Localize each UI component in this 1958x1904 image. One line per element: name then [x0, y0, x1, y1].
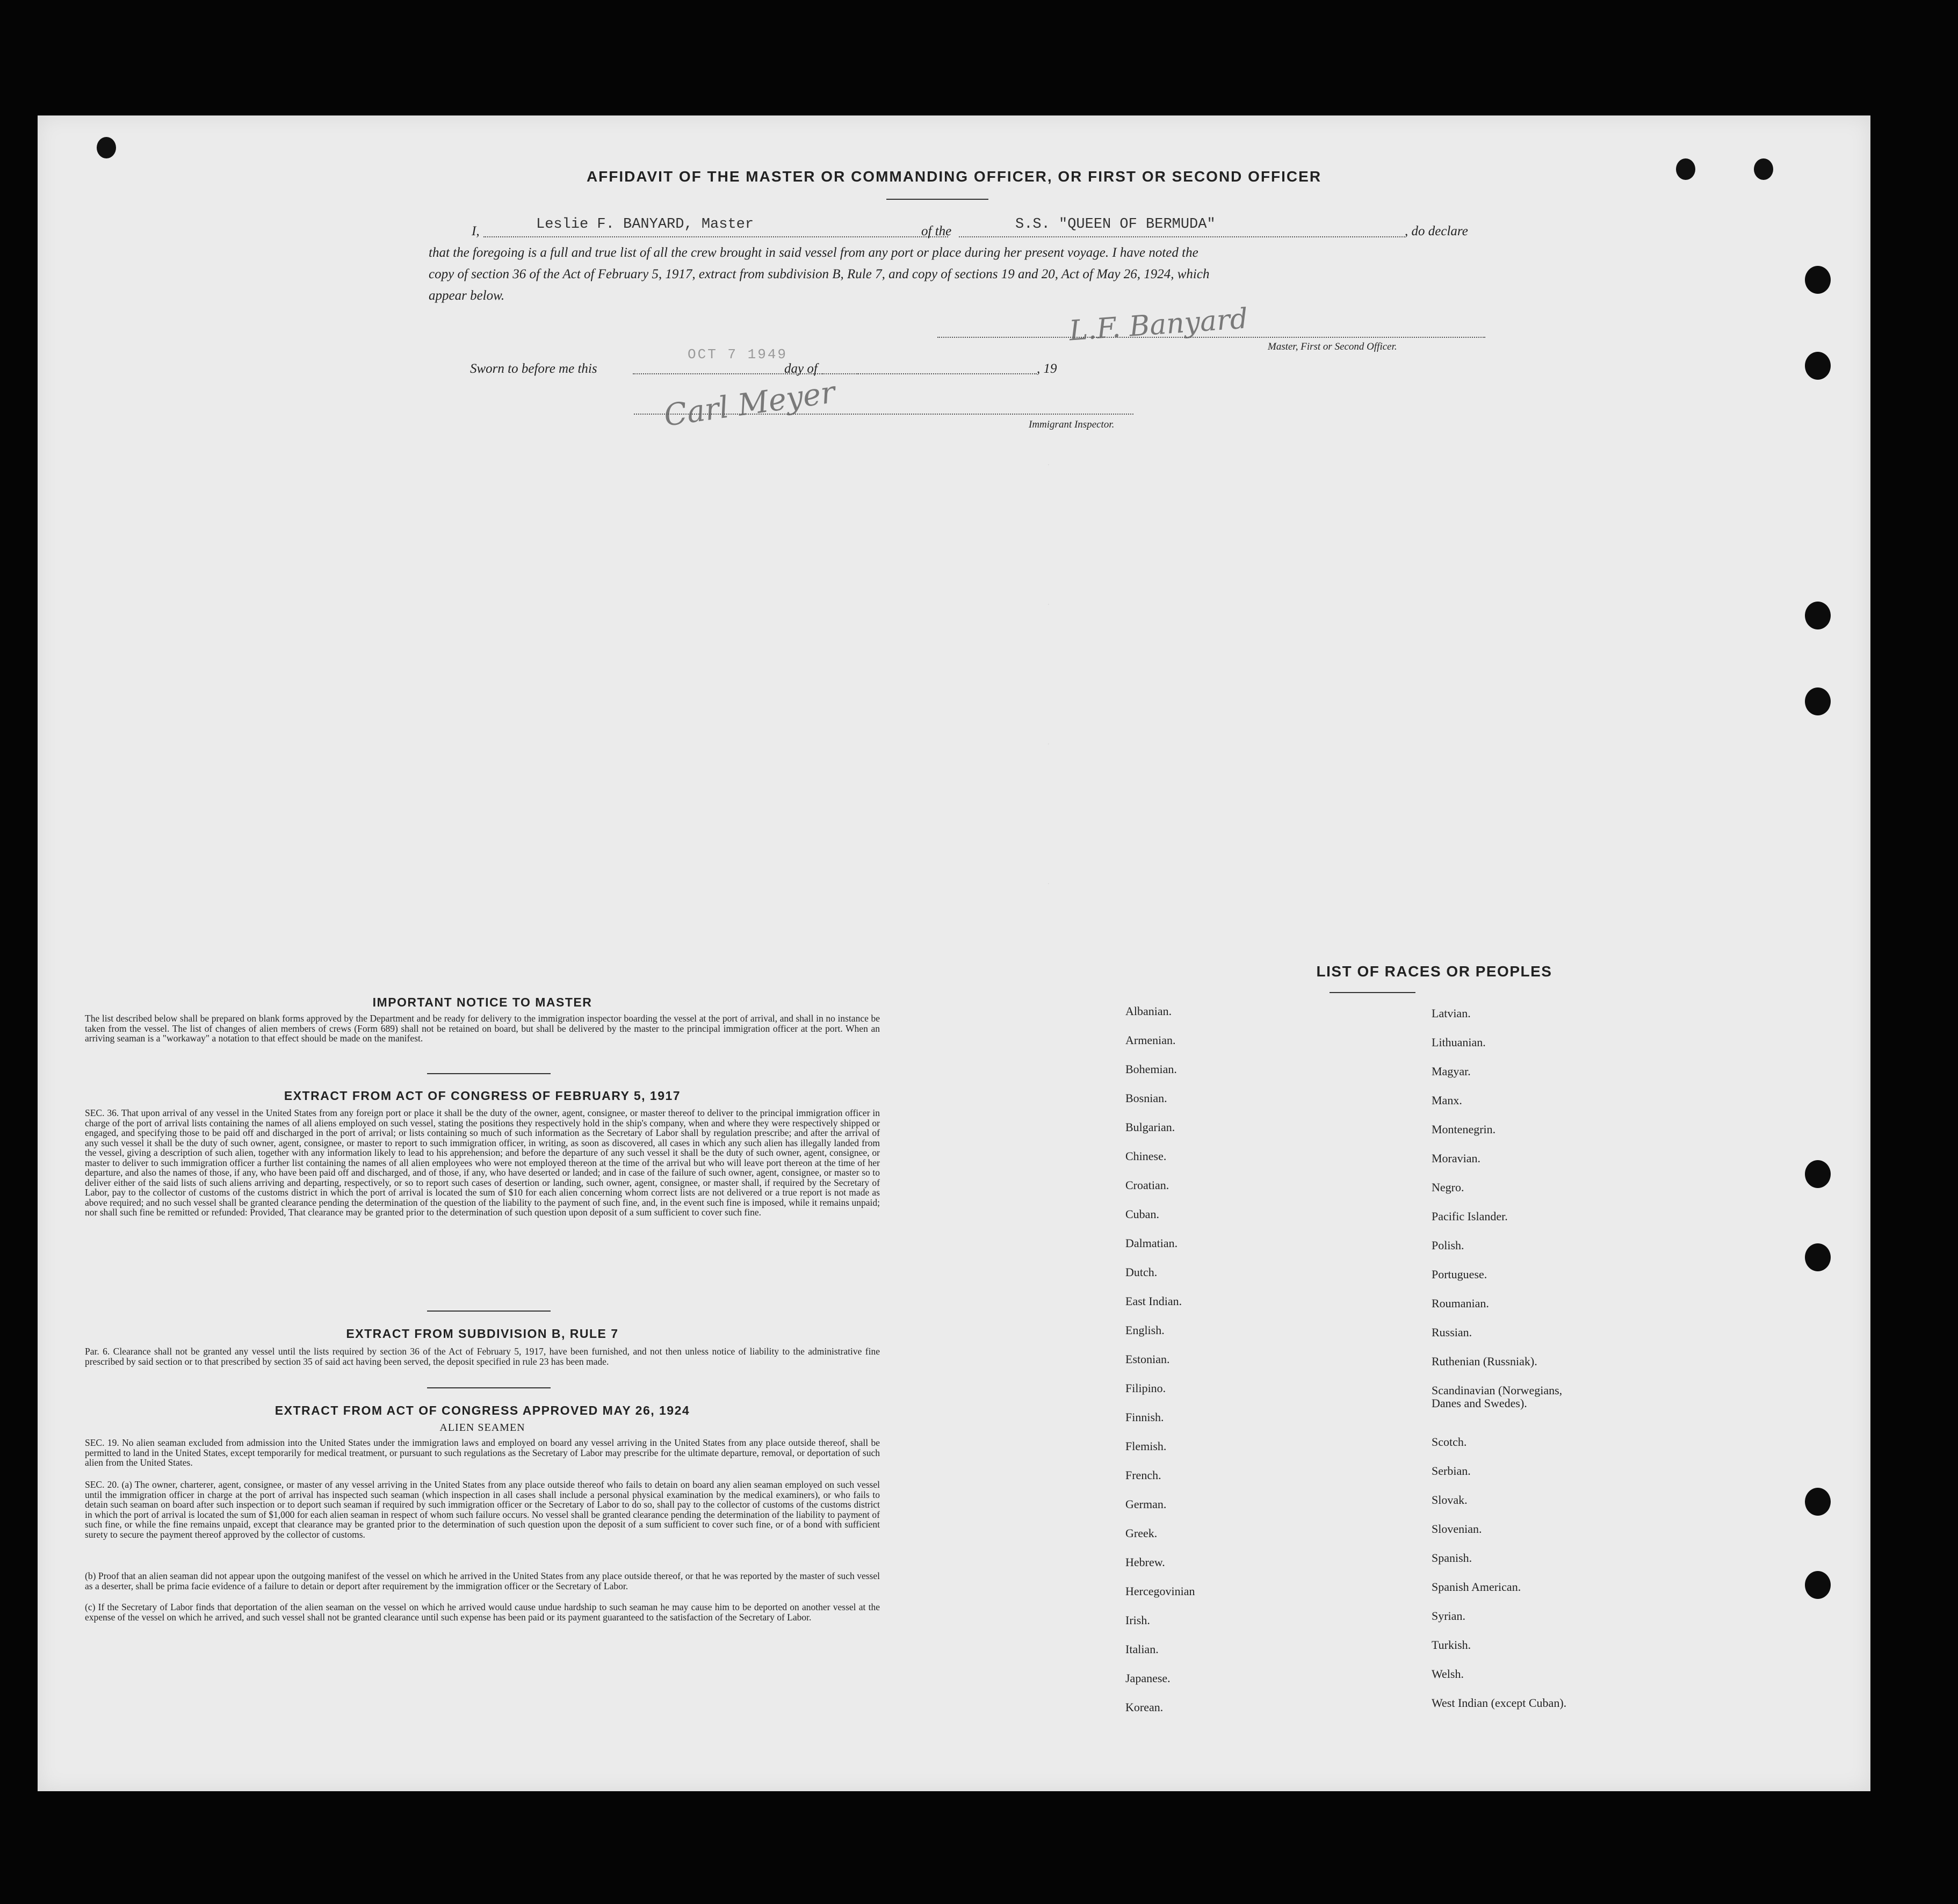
of-the-label: of the [921, 224, 952, 238]
extract-1917-title: EXTRACT FROM ACT OF CONGRESS OF FEBRUARY 5, 1917 [284, 1089, 681, 1103]
rule7-divider [427, 1387, 551, 1388]
punch-hole-icon [1805, 1243, 1831, 1271]
race-item: Lithuanian. [1432, 1036, 1486, 1049]
year-prefix: , 19 [1037, 361, 1057, 376]
alien-seamen-subtitle: ALIEN SEAMEN [439, 1422, 525, 1434]
bleed-through-mark: . [1047, 459, 1050, 467]
race-item: Negro. [1432, 1181, 1464, 1194]
punch-hole-icon [1805, 352, 1831, 380]
sec20c-text: (c) If the Secretary of Labor finds that deportation of the alien seaman on the vessel on which he arrived would cause undue hardship to such seaman he may cause him to be deported on another vessel at the expense of the vessel on which he arrived, and such vessel shall not be granted clearance until such expense has been paid or its payment guaranteed to the satisfaction of the Secretary of Labor. [85, 1602, 880, 1623]
extract-1917-text: SEC. 36. That upon arrival of any vessel in the United States from any foreign port or place it shall be the duty of the owner, agent, consignee, or master thereof to deliver to the principal immigration officer in charge of the port of arrival lists containing the names of all aliens employed on such vessel, stating the positions they respectively hold in the ship's company, when and where they were respectively shipped or engaged, and specifying those to be paid off and discharged in the port of arrival; or lists containing so much of such information as the Secretary of Labor shall by regulation prescribe; and after the arrival of any such vessel it shall be the duty of such owner, agent, consignee, or master to report to such immigration officer, in writing, as soon as discovered, all cases in which any such alien has illegally landed from the vessel, giving a description of such alien, together with any information likely to lead to his apprehension; and before the departure of any such vessel it shall be the duty of such owner, agent, consignee, or master to deliver to such immigration officer a further list containing the names of all alien employees who were not employed thereon at the time of the arrival but who will leave port thereon at the time of her departure, and also the names of those, if any, who have been paid off and discharged, and of those, if any, who have deserted or landed; and in case of the failure of such owner, agent, consignee, or master so to deliver either of the said lists of such aliens arriving and departing, respectively, or so to report such cases of desertion or landing, such owner, agent, consignee, or master shall, if required by the Secretary of Labor, pay to the collector of customs of the customs district in which the port of arrival is located the sum of $10 for each alien concerning whom correct lists are not delivered or a true report is not made as above required; and no such vessel shall be granted clearance pending the determination of the question of the liability to the payment of such fine, and, in the event such fine is imposed, while it remains unpaid; nor shall such fine be remitted or refunded: Provided, That clearance may be granted prior to the determination of such question upon deposit of a sum sufficient to cover such fine. [85, 1107, 880, 1218]
race-item: Hercegovinian [1125, 1584, 1195, 1598]
race-item: German. [1125, 1497, 1167, 1511]
race-item: Spanish. [1432, 1551, 1472, 1565]
race-item: Korean. [1125, 1700, 1164, 1714]
race-item: Bulgarian. [1125, 1120, 1175, 1134]
extract-1917-divider [427, 1311, 551, 1312]
master-name: Leslie F. BANYARD, Master [536, 216, 754, 233]
rule7-text: Par. 6. Clearance shall not be granted any vessel until the lists required by section 36 of the Act of February 5, 1917, have been furnished, and not then unless notice of liability to the administrative fine prescribed by said section or to that prescribed by section 35 of said act having been served, the deposit specified in rule 23 has been made. [85, 1346, 880, 1367]
race-item: Syrian. [1432, 1609, 1465, 1623]
sec19-text: SEC. 19. No alien seaman excluded from admission into the United States under the immigration laws and employed on board any vessel arriving in the United States from any place outside thereof, shall be permitted to land in the United States, except temporarily for medical treatment, or pursuant to such regulations as the Secretary of Labor may prescribe for the ultimate departure, removal, or deportation of such alien from the United States. [85, 1437, 880, 1468]
race-item: Roumanian. [1432, 1297, 1489, 1310]
race-item: Magyar. [1432, 1065, 1471, 1078]
punch-hole-icon [1805, 687, 1831, 715]
race-item: Hebrew. [1125, 1555, 1165, 1569]
sworn-label: Sworn to before me this [470, 361, 597, 376]
race-item: East Indian. [1125, 1294, 1182, 1308]
races-right-column [1432, 1007, 1566, 1726]
race-item: Albanian. [1125, 1004, 1172, 1018]
race-item: Bosnian. [1125, 1091, 1167, 1105]
race-item: English. [1125, 1323, 1165, 1337]
do-declare-label: , do declare [1405, 224, 1468, 238]
race-item: Welsh. [1432, 1667, 1464, 1681]
race-item: Croatian. [1125, 1178, 1169, 1192]
affidavit-line-2: that the foregoing is a full and true list of all the crew brought in said vessel from any port or place during her present voyage. I have noted the [429, 245, 1198, 260]
affidavit-title: AFFIDAVIT OF THE MASTER OR COMMANDING OFFICER, OR FIRST OR SECOND OFFICER [586, 168, 1322, 185]
sworn-month-line [822, 373, 1037, 374]
race-item: Polish. [1432, 1239, 1464, 1252]
race-item: Slovenian. [1432, 1522, 1482, 1536]
affidavit-line-3: copy of section 36 of the Act of February 5, 1917, extract from subdivision B, Rule 7, and copy of sections 19 and 20, Act of May 26, 1924, which [429, 267, 1210, 281]
race-item: Dutch. [1125, 1265, 1158, 1279]
race-item: Latvian. [1432, 1007, 1471, 1020]
race-item: Dalmatian. [1125, 1236, 1178, 1250]
race-item: Scandinavian (Norwegians, Danes and Swedes). [1432, 1384, 1563, 1410]
affidavit-prefix: I, [472, 224, 480, 238]
punch-hole-icon [1805, 602, 1831, 629]
inspector-caption: Immigrant Inspector. [1029, 419, 1115, 430]
race-item: Pacific Islander. [1432, 1210, 1508, 1223]
vessel-name: S.S. "QUEEN OF BERMUDA" [1015, 216, 1216, 233]
sec20a-text: SEC. 20. (a) The owner, charterer, agent, consignee, or master of any vessel arriving in the United States from any place outside thereof who fails to detain on board any alien seaman employed on such vessel until the immigration officer in charge at the port of arrival has inspected such seaman (which inspection in all cases shall include a personal physical examination by the medical examiners), or who fails to detain such seaman on board after such inspection or to deport such seaman if required by such immigration officer or the Secretary of Labor to do so, shall pay to the collector of customs of the customs district in which the port of arrival is located the sum of $1,000 for each alien seaman in respect of whom such failure occurs. No vessel shall be granted clearance pending the determination of the liability to payment of such fine, or while the fine remains unpaid, except that clearance may be granted prior to the determination of such question upon the deposit of a sum sufficient to cover such fine, or of a bond with sufficient surety to secure the payment thereof approved by the collector of customs. [85, 1479, 880, 1540]
notice-text: The list described below shall be prepared on blank forms approved by the Department and be ready for delivery to the immigration inspector boarding the vessel at the port of arrival, and shall in no instance be taken from the vessel. The list of changes of alien members of crews (Form 689) shall not be retained on board, but shall be delivered by the master to the principal immigration officer at the port. When an arriving seaman is a "workaway" a notation to that effect should be made on the manifest. [85, 1013, 880, 1044]
punch-hole-icon [1805, 1488, 1831, 1516]
punch-hole-icon [1805, 1571, 1831, 1599]
day-of-label: day of [784, 361, 818, 376]
race-item: Moravian. [1432, 1152, 1481, 1165]
affidavit-line-4: appear below. [429, 288, 505, 303]
race-item: Manx. [1432, 1094, 1462, 1107]
race-item: French. [1125, 1468, 1161, 1482]
inspector-signature: Carl Meyer [662, 374, 837, 434]
notice-title: IMPORTANT NOTICE TO MASTER [372, 995, 593, 1009]
title-divider [886, 199, 988, 200]
notice-divider [427, 1073, 551, 1074]
race-item: Ruthenian (Russniak). [1432, 1355, 1537, 1368]
race-item: Finnish. [1125, 1410, 1164, 1424]
master-caption: Master, First or Second Officer. [1268, 341, 1397, 352]
punch-hole-icon [97, 137, 116, 158]
sec20b-text: (b) Proof that an alien seaman did not appear upon the outgoing manifest of the vessel on which he arrived in the United States from any place outside thereof, or that he was reported by the master of such vessel as a deserter, shall be prima facie evidence of a failure to detain or deport after requirement by the immigration officer or the Secretary of Labor. [85, 1570, 880, 1591]
race-item: Scotch. [1432, 1435, 1467, 1449]
race-item: Greek. [1125, 1526, 1158, 1540]
races-left-column [1125, 1005, 1195, 1730]
race-item: Chinese. [1125, 1149, 1167, 1163]
master-name-line [483, 236, 948, 237]
stamp-date: OCT 7 1949 [688, 346, 788, 363]
race-item: Serbian. [1432, 1464, 1471, 1478]
race-item: Portuguese. [1432, 1268, 1487, 1281]
race-item: Turkish. [1432, 1638, 1471, 1652]
race-item: West Indian (except Cuban). [1432, 1696, 1567, 1710]
race-item: Flemish. [1125, 1439, 1167, 1453]
master-signature: L.F. Banyard [1068, 302, 1249, 348]
punch-hole-icon [1805, 266, 1831, 294]
manifest-page [38, 115, 1870, 1791]
race-item: Bohemian. [1125, 1062, 1177, 1076]
race-item: Armenian. [1125, 1033, 1176, 1047]
race-item: Russian. [1432, 1326, 1472, 1339]
race-item: Irish. [1125, 1613, 1150, 1627]
extract-1924-title: EXTRACT FROM ACT OF CONGRESS APPROVED MAY 26, 1924 [274, 1403, 690, 1417]
bleed-through-mark: . [1047, 739, 1050, 747]
race-item: Slovak. [1432, 1493, 1468, 1507]
race-item: Spanish American. [1432, 1580, 1521, 1594]
vessel-name-line [959, 236, 1405, 237]
race-item: Estonian. [1125, 1352, 1170, 1366]
races-title: LIST OF RACES OR PEOPLES [1316, 963, 1552, 980]
race-item: Montenegrin. [1432, 1123, 1496, 1136]
race-item: Italian. [1125, 1642, 1159, 1656]
rule7-title: EXTRACT FROM SUBDIVISION B, RULE 7 [346, 1327, 619, 1341]
race-item: Japanese. [1125, 1671, 1171, 1685]
race-item: Cuban. [1125, 1207, 1159, 1221]
race-item: Filipino. [1125, 1381, 1166, 1395]
bleed-through-mark: . [1047, 599, 1050, 607]
bleed-through-mark: . [1047, 878, 1050, 886]
punch-hole-icon [1805, 1160, 1831, 1188]
races-divider [1330, 992, 1415, 993]
